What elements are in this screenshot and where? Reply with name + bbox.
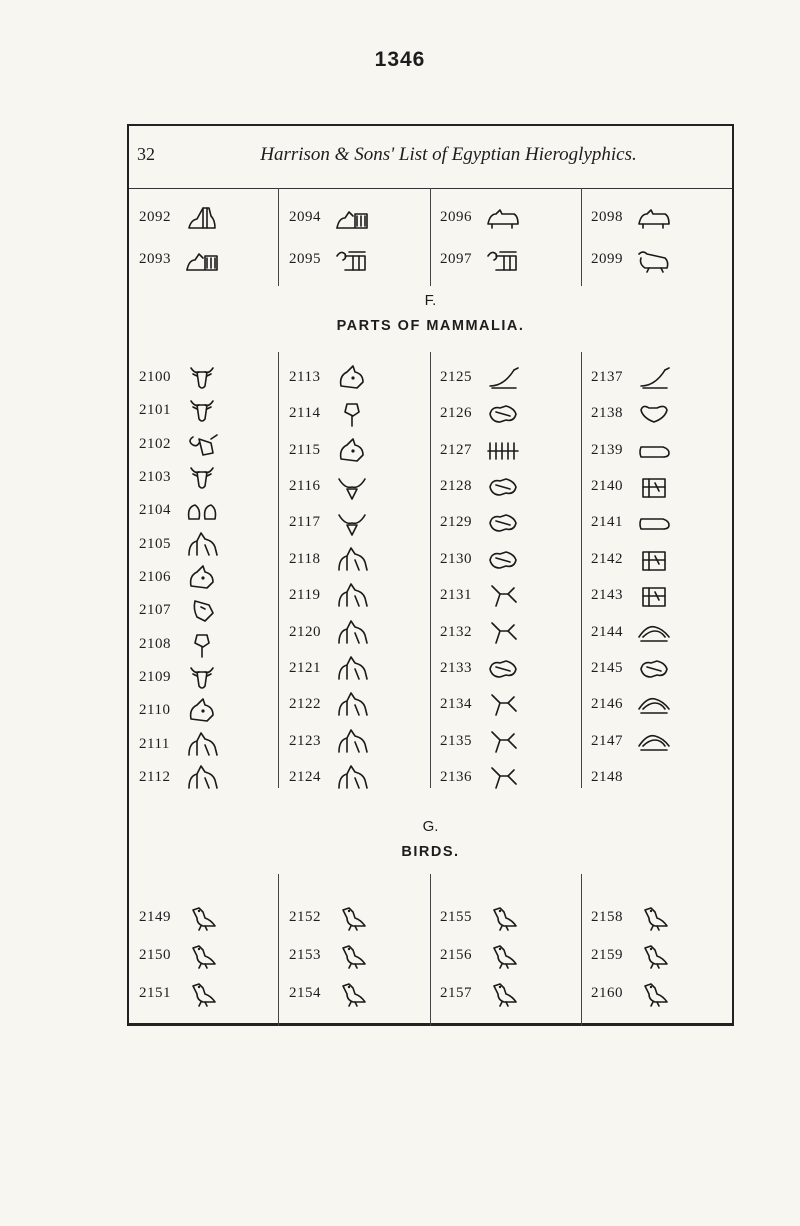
column-divider — [430, 874, 431, 1026]
glyph-entry — [139, 362, 221, 392]
bird-icon — [333, 902, 371, 932]
glyph-entry — [440, 435, 522, 465]
glyph-entry — [440, 507, 522, 537]
glyph-entry — [440, 362, 522, 392]
glyph-number: 2139 — [591, 441, 623, 458]
glyph-entry — [139, 729, 221, 759]
heart-icon — [635, 398, 673, 428]
backbone-icon — [635, 544, 673, 574]
glyph-entry — [440, 580, 522, 610]
glyph-number: 2122 — [289, 695, 321, 712]
glyph-number: 2151 — [139, 984, 171, 1001]
glyph-number: 2113 — [289, 368, 321, 385]
glyph-entry — [591, 902, 673, 932]
glyph-entry — [591, 398, 673, 428]
bird-icon — [635, 978, 673, 1008]
glyph-number: 2154 — [289, 984, 321, 1001]
horns-icon — [333, 507, 371, 537]
glyph-entry — [591, 940, 673, 970]
column-divider — [278, 874, 279, 1026]
glyph-entry — [440, 653, 522, 683]
animal-on-shrine-icon — [333, 202, 371, 232]
glyph-entry — [440, 940, 522, 970]
tusk-icon — [484, 362, 522, 392]
forepart-icon — [333, 580, 371, 610]
forepart-icon — [333, 653, 371, 683]
ram-in-shrine-icon — [484, 244, 522, 274]
glyph-number: 2150 — [139, 946, 171, 963]
glyph-number: 2101 — [139, 401, 171, 418]
glyph-number: 2107 — [139, 601, 171, 618]
glyph-entry — [440, 471, 522, 501]
bird-icon — [333, 940, 371, 970]
tail-icon — [635, 435, 673, 465]
hide-icon — [635, 653, 673, 683]
glyph-entry — [139, 662, 221, 692]
glyph-number: 2159 — [591, 946, 623, 963]
ox-head-icon — [183, 662, 221, 692]
glyph-entry — [591, 362, 673, 392]
glyph-entry — [139, 762, 221, 792]
glyph-number: 2108 — [139, 635, 171, 652]
ram-in-shrine-icon — [333, 244, 371, 274]
bird-icon — [333, 978, 371, 1008]
ox-head-icon — [183, 395, 221, 425]
glyph-entry — [289, 580, 371, 610]
glyph-entry — [139, 244, 221, 274]
glyph-number: 2112 — [139, 768, 171, 785]
hide-icon — [484, 653, 522, 683]
leg-icon — [484, 726, 522, 756]
glyph-entry — [591, 244, 673, 274]
glyph-number: 2102 — [139, 435, 171, 452]
glyph-number: 2121 — [289, 659, 321, 676]
column-divider — [278, 352, 279, 788]
glyph-entry — [289, 507, 371, 537]
hide-icon — [484, 398, 522, 428]
section-f-title: PARTS OF MAMMALIA. — [336, 318, 525, 334]
forepart-icon — [183, 762, 221, 792]
section-g-title: BIRDS. — [401, 844, 460, 860]
glyph-entry — [591, 653, 673, 683]
tusk-icon — [635, 362, 673, 392]
glyph-entry — [591, 471, 673, 501]
glyph-number: 2155 — [440, 908, 472, 925]
glyph-number: 2093 — [139, 250, 171, 267]
glyph-entry — [289, 762, 371, 792]
forepart-icon — [333, 762, 371, 792]
glyph-number: 2147 — [591, 732, 623, 749]
glyph-entry — [289, 362, 371, 392]
glyph-entry — [139, 940, 221, 970]
glyph-entry — [440, 244, 522, 274]
glyph-number: 2129 — [440, 513, 472, 530]
glyph-number: 2135 — [440, 732, 472, 749]
plate-number: 32 — [137, 144, 155, 164]
glyph-entry — [591, 580, 673, 610]
glyph-number: 2097 — [440, 250, 472, 267]
glyph-number: 2111 — [139, 735, 170, 752]
glyph-entry — [440, 689, 522, 719]
glyph-entry — [591, 689, 673, 719]
glyph-entry — [289, 689, 371, 719]
mammal-head-icon — [183, 202, 221, 232]
glyph-number: 2119 — [289, 586, 321, 603]
leg-icon — [484, 617, 522, 647]
backbone-icon — [635, 580, 673, 610]
glyph-number: 2128 — [440, 477, 472, 494]
bird-icon — [484, 978, 522, 1008]
glyph-entry — [289, 726, 371, 756]
glyph-number: 2160 — [591, 984, 623, 1001]
glyph-entry — [440, 902, 522, 932]
glyph-number: 2098 — [591, 208, 623, 225]
column-divider — [581, 352, 582, 788]
section-g-letter: G. — [422, 818, 439, 835]
glyph-number: 2145 — [591, 659, 623, 676]
hides-tied-icon — [484, 435, 522, 465]
glyph-entry — [591, 202, 673, 232]
leg-icon — [484, 689, 522, 719]
glyph-entry — [440, 978, 522, 1008]
glyph-number: 2144 — [591, 623, 623, 640]
glyph-number: 2158 — [591, 908, 623, 925]
section-f-letter: F. — [424, 292, 437, 309]
bird-icon — [183, 940, 221, 970]
glyph-entry — [289, 202, 371, 232]
glyph-number: 2104 — [139, 501, 171, 518]
bird-icon — [484, 902, 522, 932]
column-divider — [278, 188, 279, 286]
glyph-number: 2118 — [289, 550, 321, 567]
glyph-number: 2137 — [591, 368, 623, 385]
glyph-number: 2156 — [440, 946, 472, 963]
forepart-icon — [333, 689, 371, 719]
forepart-icon — [333, 726, 371, 756]
glyph-entry — [139, 202, 221, 232]
glyph-entry — [139, 562, 221, 592]
glyph-number: 2106 — [139, 568, 171, 585]
glyph-number: 2152 — [289, 908, 321, 925]
glyph-entry — [289, 398, 371, 428]
glyph-number: 2115 — [289, 441, 321, 458]
glyph-entry — [289, 544, 371, 574]
glyph-number: 2134 — [440, 695, 472, 712]
glyph-number: 2092 — [139, 208, 171, 225]
bird-icon — [183, 978, 221, 1008]
glyph-entry — [440, 617, 522, 647]
glyph-number: 2153 — [289, 946, 321, 963]
rib-icon — [635, 726, 673, 756]
glyph-number: 2127 — [440, 441, 472, 458]
glyph-entry — [289, 435, 371, 465]
ox-head-icon — [183, 462, 221, 492]
bird-icon — [635, 940, 673, 970]
hide-icon — [484, 544, 522, 574]
glyph-number: 2141 — [591, 513, 623, 530]
glyph-entry — [289, 244, 371, 274]
glyph-entry — [139, 629, 221, 659]
glyph-number: 2123 — [289, 732, 321, 749]
glyph-number: 2099 — [591, 250, 623, 267]
glyph-number: 2124 — [289, 768, 321, 785]
glyph-number: 2120 — [289, 623, 321, 640]
glyph-entry — [591, 507, 673, 537]
glyph-entry — [440, 398, 522, 428]
glyph-entry — [139, 462, 221, 492]
recumbent-animal-icon — [635, 202, 673, 232]
glyph-number: 2100 — [139, 368, 171, 385]
glyph-entry — [289, 978, 371, 1008]
glyph-entry — [139, 695, 221, 725]
animal-head-icon — [183, 695, 221, 725]
glyph-number: 2140 — [591, 477, 623, 494]
animal-head-icon — [333, 362, 371, 392]
column-divider — [430, 352, 431, 788]
forepart-icon — [183, 529, 221, 559]
backbone-icon — [635, 471, 673, 501]
plate-frame — [127, 124, 734, 1026]
head-profile-icon — [183, 595, 221, 625]
glyph-number: 2131 — [440, 586, 472, 603]
glyph-entry — [139, 529, 221, 559]
ox-head-icon — [183, 362, 221, 392]
glyph-entry — [591, 978, 673, 1008]
glyph-number: 2142 — [591, 550, 623, 567]
glyph-number: 2126 — [440, 404, 472, 421]
glyph-entry — [289, 471, 371, 501]
glyph-entry — [289, 940, 371, 970]
head-on-pole-icon — [333, 398, 371, 428]
rib-icon — [635, 617, 673, 647]
glyph-number: 2136 — [440, 768, 472, 785]
glyph-entry — [591, 544, 673, 574]
glyph-entry — [591, 435, 673, 465]
glyph-entry — [440, 202, 522, 232]
recumbent-animal-icon — [484, 202, 522, 232]
glyph-number: 2105 — [139, 535, 171, 552]
bird-icon — [183, 902, 221, 932]
hide-icon — [484, 507, 522, 537]
glyph-entry — [591, 617, 673, 647]
glyph-entry — [139, 429, 221, 459]
glyph-number: 2114 — [289, 404, 321, 421]
glyph-entry — [139, 978, 221, 1008]
page-number: 1346 — [374, 48, 426, 71]
glyph-number: 2130 — [440, 550, 472, 567]
glyph-entry — [289, 617, 371, 647]
column-divider — [581, 188, 582, 286]
rib-icon — [635, 689, 673, 719]
glyph-entry — [139, 495, 221, 525]
glyph-number: 2133 — [440, 659, 472, 676]
animal-head-icon — [333, 435, 371, 465]
plate-title: Harrison & Sons' List of Egyptian Hieroglyphics. — [260, 144, 637, 165]
leg-icon — [484, 580, 522, 610]
glyph-number: 2116 — [289, 477, 321, 494]
glyph-entry — [139, 595, 221, 625]
glyph-number: 2117 — [289, 513, 321, 530]
glyph-number: 2132 — [440, 623, 472, 640]
glyph-entry — [139, 902, 221, 932]
hide-icon — [484, 471, 522, 501]
glyph-entry — [289, 653, 371, 683]
ram-head-icon — [183, 429, 221, 459]
glyph-number: 2157 — [440, 984, 472, 1001]
forepart-icon — [333, 544, 371, 574]
glyph-entry — [440, 762, 522, 792]
glyph-number: 2103 — [139, 468, 171, 485]
glyph-number: 2148 — [591, 768, 623, 785]
glyph-number: 2143 — [591, 586, 623, 603]
glyph-number: 2125 — [440, 368, 472, 385]
animal-head-icon — [183, 562, 221, 592]
crouching-animal-icon — [635, 244, 673, 274]
horns-icon — [333, 471, 371, 501]
bird-icon — [484, 940, 522, 970]
head-on-pole-icon — [183, 629, 221, 659]
forepart-icon — [333, 617, 371, 647]
leg-icon — [484, 762, 522, 792]
glyph-entry — [591, 726, 673, 756]
glyph-entry — [440, 726, 522, 756]
glyph-number: 2096 — [440, 208, 472, 225]
glyph-number: 2094 — [289, 208, 321, 225]
glyph-number: 2109 — [139, 668, 171, 685]
glyph-entry — [289, 902, 371, 932]
column-divider — [430, 188, 431, 286]
bird-icon — [635, 902, 673, 932]
column-divider — [581, 874, 582, 1026]
forepart-icon — [183, 729, 221, 759]
ear-pair-icon — [183, 495, 221, 525]
glyph-number: 2149 — [139, 908, 171, 925]
animal-on-shrine-icon — [183, 244, 221, 274]
glyph-number: 2110 — [139, 701, 171, 718]
glyph-entry — [591, 762, 633, 792]
tail-icon — [635, 507, 673, 537]
glyph-entry — [139, 395, 221, 425]
glyph-number: 2095 — [289, 250, 321, 267]
glyph-number: 2138 — [591, 404, 623, 421]
glyph-number: 2146 — [591, 695, 623, 712]
glyph-entry — [440, 544, 522, 574]
